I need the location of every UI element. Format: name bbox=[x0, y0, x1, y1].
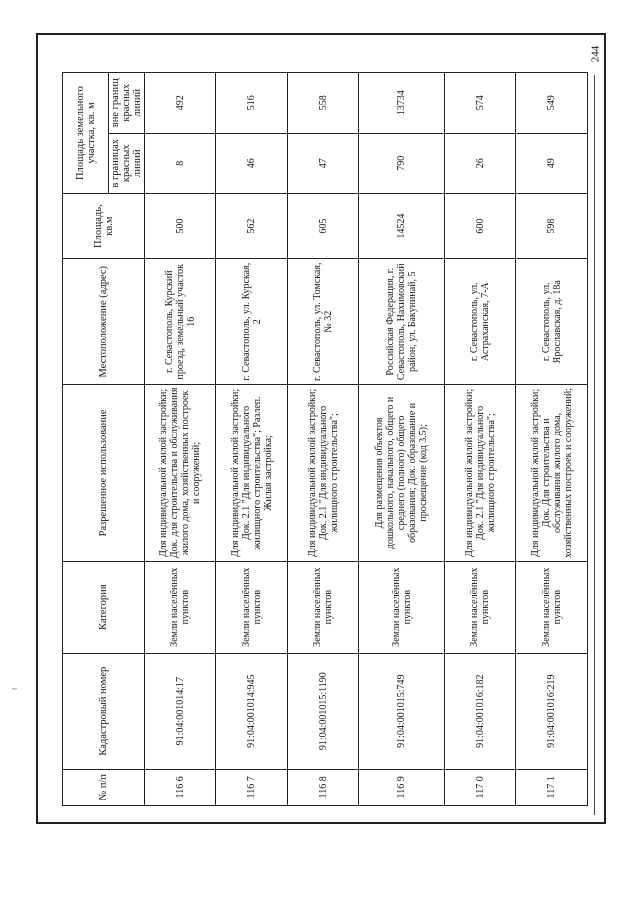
header-within: в границах красных линий bbox=[109, 133, 145, 193]
cell-num: 117 0 bbox=[445, 769, 516, 805]
cell-area: 500 bbox=[145, 194, 216, 259]
cell-category: Земли населённых пунктов bbox=[216, 561, 287, 653]
table-rotator bbox=[62, 72, 588, 806]
cell-area: 598 bbox=[516, 194, 588, 259]
cell-num: 116 9 bbox=[359, 769, 445, 805]
cell-area: 605 bbox=[287, 194, 358, 259]
header-area: Площадь, кв.м bbox=[63, 194, 145, 259]
cell-category: Земли населённых пунктов bbox=[359, 561, 445, 653]
cell-outside: 574 bbox=[445, 73, 516, 134]
cell-category: Земли населённых пунктов bbox=[516, 561, 588, 653]
page-number: 244 bbox=[589, 45, 601, 63]
cell-cadastral: 91:04:001015:749 bbox=[359, 653, 445, 769]
cell-within: 49 bbox=[516, 133, 588, 193]
header-outside: вне границ красных линий bbox=[109, 73, 145, 134]
cell-use: Для индивидуальной жилой застройки; Док. для строительства и обслуживания жилого дома, хозяйственных построек и сооружений; bbox=[145, 385, 216, 562]
cell-category: Земли населённых пунктов bbox=[287, 561, 358, 653]
cell-outside: 558 bbox=[287, 73, 358, 134]
table-row bbox=[145, 73, 216, 806]
table-row bbox=[287, 73, 358, 806]
cell-area: 600 bbox=[445, 194, 516, 259]
cell-outside: 13734 bbox=[359, 73, 445, 134]
table-row bbox=[359, 73, 445, 806]
cell-within: 46 bbox=[216, 133, 287, 193]
cell-location: г. Севастополь, ул. Томская, № 32 bbox=[287, 259, 358, 385]
table-row bbox=[216, 73, 287, 806]
table-row bbox=[516, 73, 588, 806]
header-num: № п/п bbox=[63, 769, 145, 805]
header-category: Категория bbox=[63, 561, 145, 653]
cell-cadastral: 91:04:001015:1190 bbox=[287, 653, 358, 769]
table-row bbox=[445, 73, 516, 806]
cell-num: 116 6 bbox=[145, 769, 216, 805]
cell-outside: 492 bbox=[145, 73, 216, 134]
cell-category: Земли населённых пунктов bbox=[445, 561, 516, 653]
cell-num: 116 8 bbox=[287, 769, 358, 805]
cell-use: Для индивидуальной жилой застройки; Док. 2.1 "Для индивидуального жилищного строительства"; bbox=[445, 385, 516, 562]
cell-use: Для индивидуальной жилой застройки; Док. 2.1 "Для индивидуального жилищного строительства"; bbox=[287, 385, 358, 562]
cell-use: Для размещения объектов дошкольного, начального, общего и среднего (полного) общего образования; Док. образование и просвещение (код 3.5); bbox=[359, 385, 445, 562]
rotated-table-container bbox=[62, 72, 588, 806]
cell-num: 117 1 bbox=[516, 769, 588, 805]
cell-within: 26 bbox=[445, 133, 516, 193]
cell-location: г. Севастополь, Курский проезд, земельный участок 16 bbox=[145, 259, 216, 385]
cell-location: Российская Федерация, г. Севастополь, Нахимовский район, ул. Бакунинай, 5 bbox=[359, 259, 445, 385]
cell-outside: 516 bbox=[216, 73, 287, 134]
cell-location: г. Севастополь, ул. Курская, 2 bbox=[216, 259, 287, 385]
cell-use: Для индивидуальной жилой застройки; Док. Для строительства и обслуживания жилого дома, хозяйственных построек и сооружений; bbox=[516, 385, 588, 562]
scan-mark: ~ bbox=[12, 684, 17, 694]
cell-cadastral: 91:04:001016:219 bbox=[516, 653, 588, 769]
cell-category: Земли населённых пунктов bbox=[145, 561, 216, 653]
cell-within: 790 bbox=[359, 133, 445, 193]
cell-area: 562 bbox=[216, 194, 287, 259]
cell-cadastral: 91:04:001014:17 bbox=[145, 653, 216, 769]
cell-use: Для индивидуальной жилой застройки; Док. 2.1 "Для индивидуального жилищного строительства"; Разлеп. Жилая застройка; bbox=[216, 385, 287, 562]
cell-within: 47 bbox=[287, 133, 358, 193]
cell-cadastral: 91:04:001014:945 bbox=[216, 653, 287, 769]
header-land-area: Площадь земельного участка, кв. м bbox=[63, 73, 109, 194]
header-use: Разрешенное использование bbox=[63, 385, 145, 562]
cell-num: 116 7 bbox=[216, 769, 287, 805]
cell-location: г. Севастополь, ул. Астраханская, 7-А bbox=[445, 259, 516, 385]
header-cadastral: Кадастровый номер bbox=[63, 653, 145, 769]
footer-rule bbox=[594, 75, 595, 815]
cell-location: г. Севастополь, ул. Ярославская, д. 18а bbox=[516, 259, 588, 385]
cell-outside: 549 bbox=[516, 73, 588, 134]
land-plots-table bbox=[62, 72, 588, 806]
cell-within: 8 bbox=[145, 133, 216, 193]
cell-cadastral: 91:04:001016:182 bbox=[445, 653, 516, 769]
cell-area: 14524 bbox=[359, 194, 445, 259]
header-location: Местоположение (адрес) bbox=[63, 259, 145, 385]
